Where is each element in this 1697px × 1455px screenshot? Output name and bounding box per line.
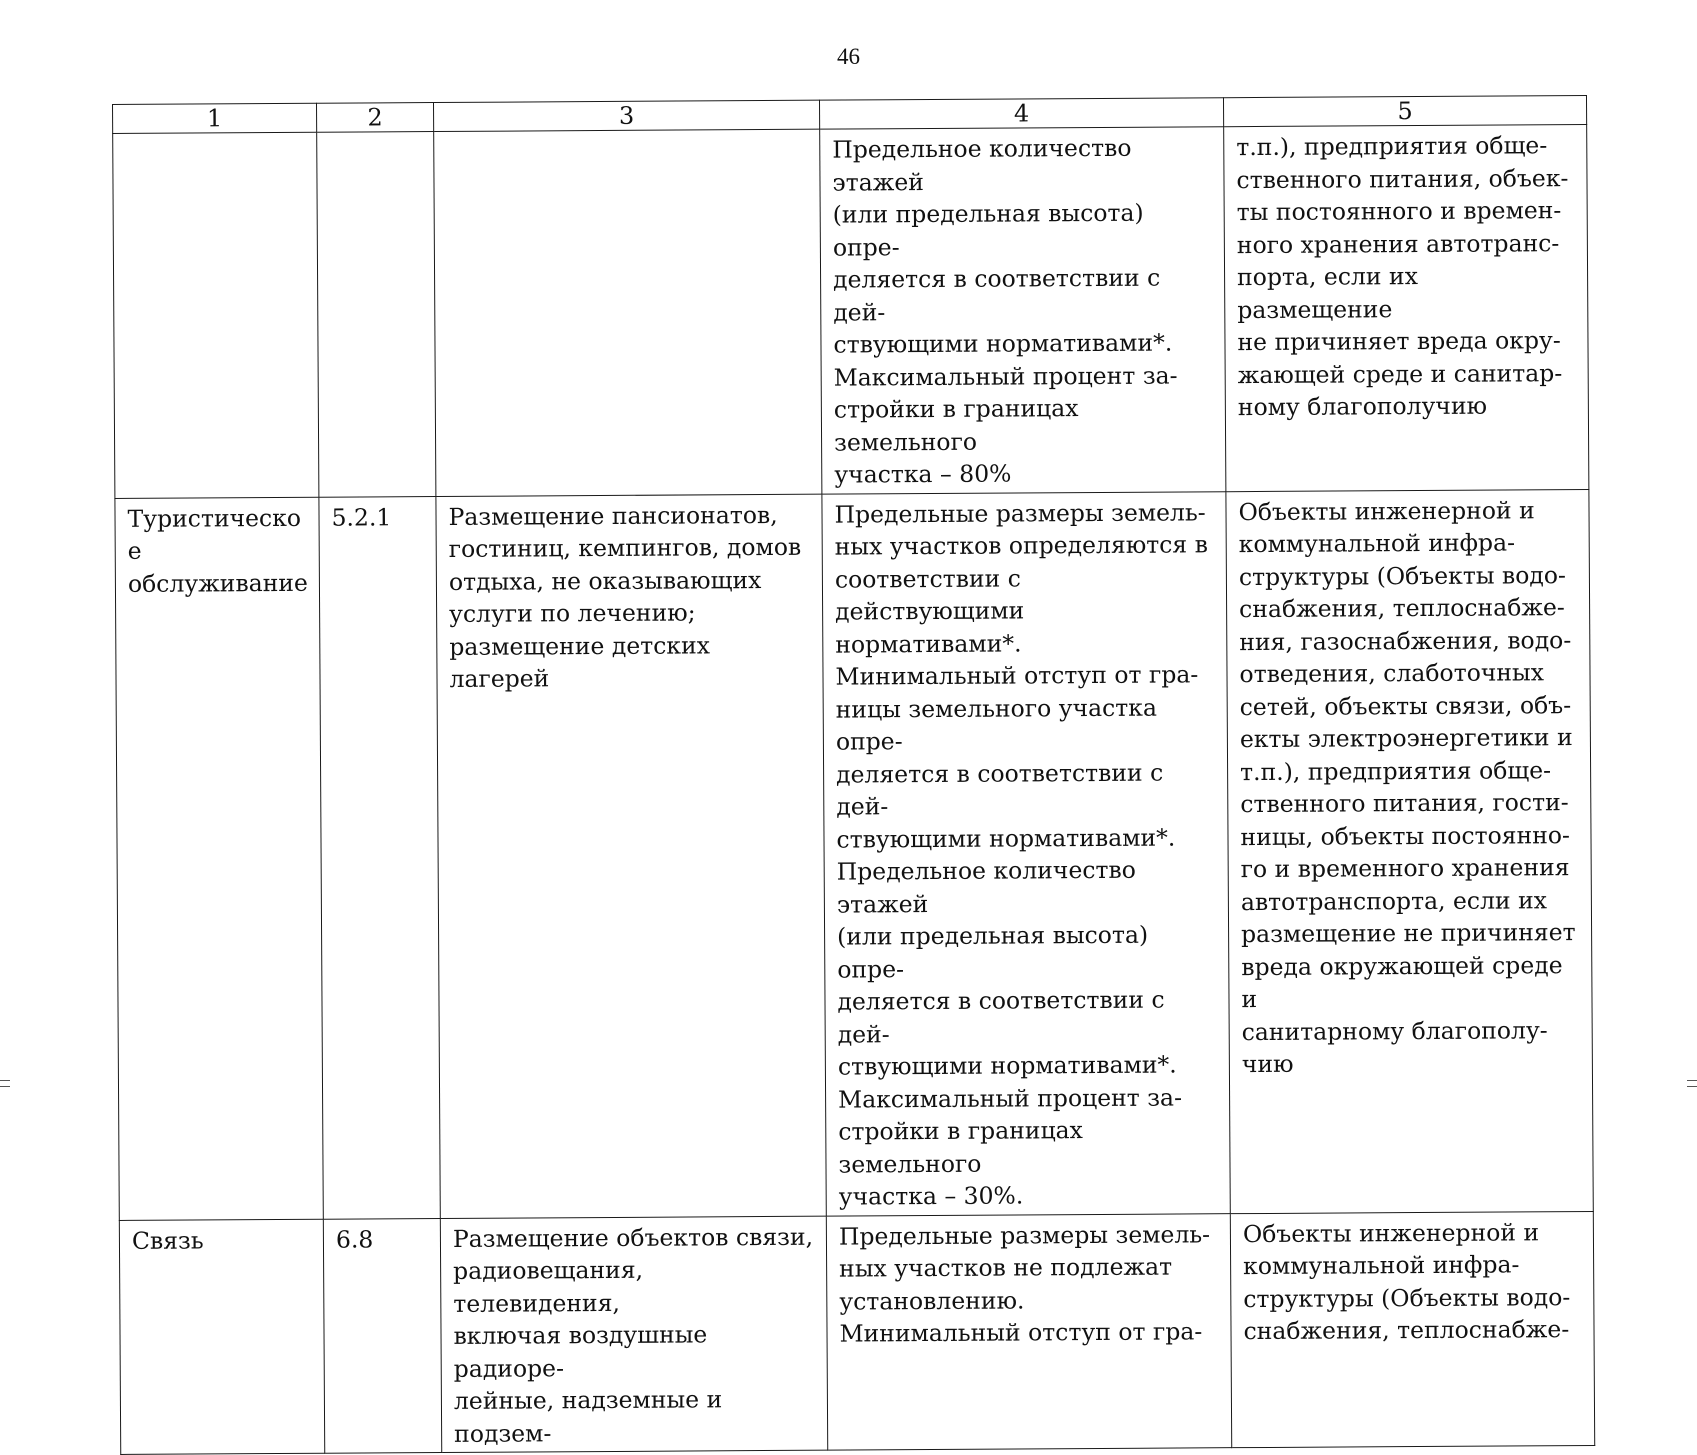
column-header-3: 3 (433, 100, 819, 131)
scan-edge-mark (1687, 1086, 1697, 1087)
table-cell (434, 129, 822, 496)
cell-text: Объекты инженерной и коммунальной инфра- структуры (Объекты водо- снабжения, теплоснабже- (1242, 1217, 1571, 1346)
table-cell (436, 494, 826, 1218)
table-cell (440, 1216, 827, 1453)
cell-text: Туристическое обслуживание (127, 503, 308, 598)
table-cell (317, 132, 436, 497)
table-row (113, 124, 1589, 497)
table-cell (822, 491, 1230, 1215)
table-cell (820, 127, 1226, 494)
table-cell (319, 496, 440, 1219)
table-cell (323, 1218, 441, 1453)
scan-edge-mark (0, 1080, 10, 1081)
cell-text: Размещение пансионатов, гостиниц, кемпингов, домов отдыха, не оказывающих услуги по лечению; размещение детских лагерей (448, 500, 802, 693)
cell-text: т.п.), предприятия обще- ственного питания, объек- ты постоянного и времен- ного хранения автотранс- порта, если их размещение не причиняет вреда окру- жающей среде и санитар- ному благополучию (1236, 131, 1569, 422)
cell-text: Предельное количество этажей (или предельная высота) опре- деляется в соответствии с дей- ствующими нормативами*. Максимальный процент за- стройки в границах земельного участка – 80% (832, 133, 1178, 489)
cell-text: 6.8 (335, 1224, 374, 1254)
cell-text (329, 136, 423, 137)
cell-text (125, 137, 306, 138)
page-number: 46 (837, 44, 860, 69)
table-cell (115, 497, 323, 1220)
land-use-table (112, 95, 1595, 1455)
cell-text: Предельные размеры земель- ных участков определяются в соответствии с действующими нормативами*. Минимальный отступ от гра- ницы земельного участка опре- деляется в соответствии с дей- ствующими нормативами*. Предельное количество этажей (или предельная высота) опре- деляется в соответствии с дей- ствующими нормативами*. Максимальный процент за- стройки в границах земельного участка – 30%. (834, 497, 1208, 1211)
table-cell (113, 132, 319, 498)
column-header-5: 5 (1223, 95, 1586, 126)
column-header-4: 4 (819, 98, 1223, 129)
cell-text: Размещение объектов связи, радиовещания, телевидения, включая воздушные радиоре- лейные, надземные и подзем- (452, 1222, 814, 1448)
cell-text: Предельные размеры земель- ных участков не подлежат установлению. Минимальный отступ от гра- (838, 1219, 1211, 1348)
table-cell (1230, 1211, 1594, 1448)
table-cell (119, 1219, 324, 1455)
table-row (119, 1211, 1594, 1454)
cell-text: Объекты инженерной и коммунальной инфра- структуры (Объекты водо- снабжения, теплоснабже- ния, газоснабжения, водо- отведения, слаботочных сетей, объекты связи, объ- екты электроэнергетики и т.п.), предприятия обще- ственного питания, гости- ницы, объекты постоянно- го и временного хранения автотранспорта, если их размещение не причиняет вреда окружающей среде и санитарному благополу- чию (1238, 495, 1576, 1079)
cell-text: 5.2.1 (331, 502, 392, 532)
table-cell (1226, 489, 1593, 1213)
scan-edge-mark (0, 1086, 10, 1087)
column-header-2: 2 (316, 103, 433, 133)
scan-edge-mark (1687, 1080, 1697, 1081)
column-header-1: 1 (113, 103, 317, 133)
table-cell (1224, 124, 1589, 491)
cell-text (446, 134, 809, 136)
table-cell (826, 1213, 1231, 1450)
cell-text: Связь (131, 1225, 204, 1255)
table-row (115, 489, 1593, 1220)
